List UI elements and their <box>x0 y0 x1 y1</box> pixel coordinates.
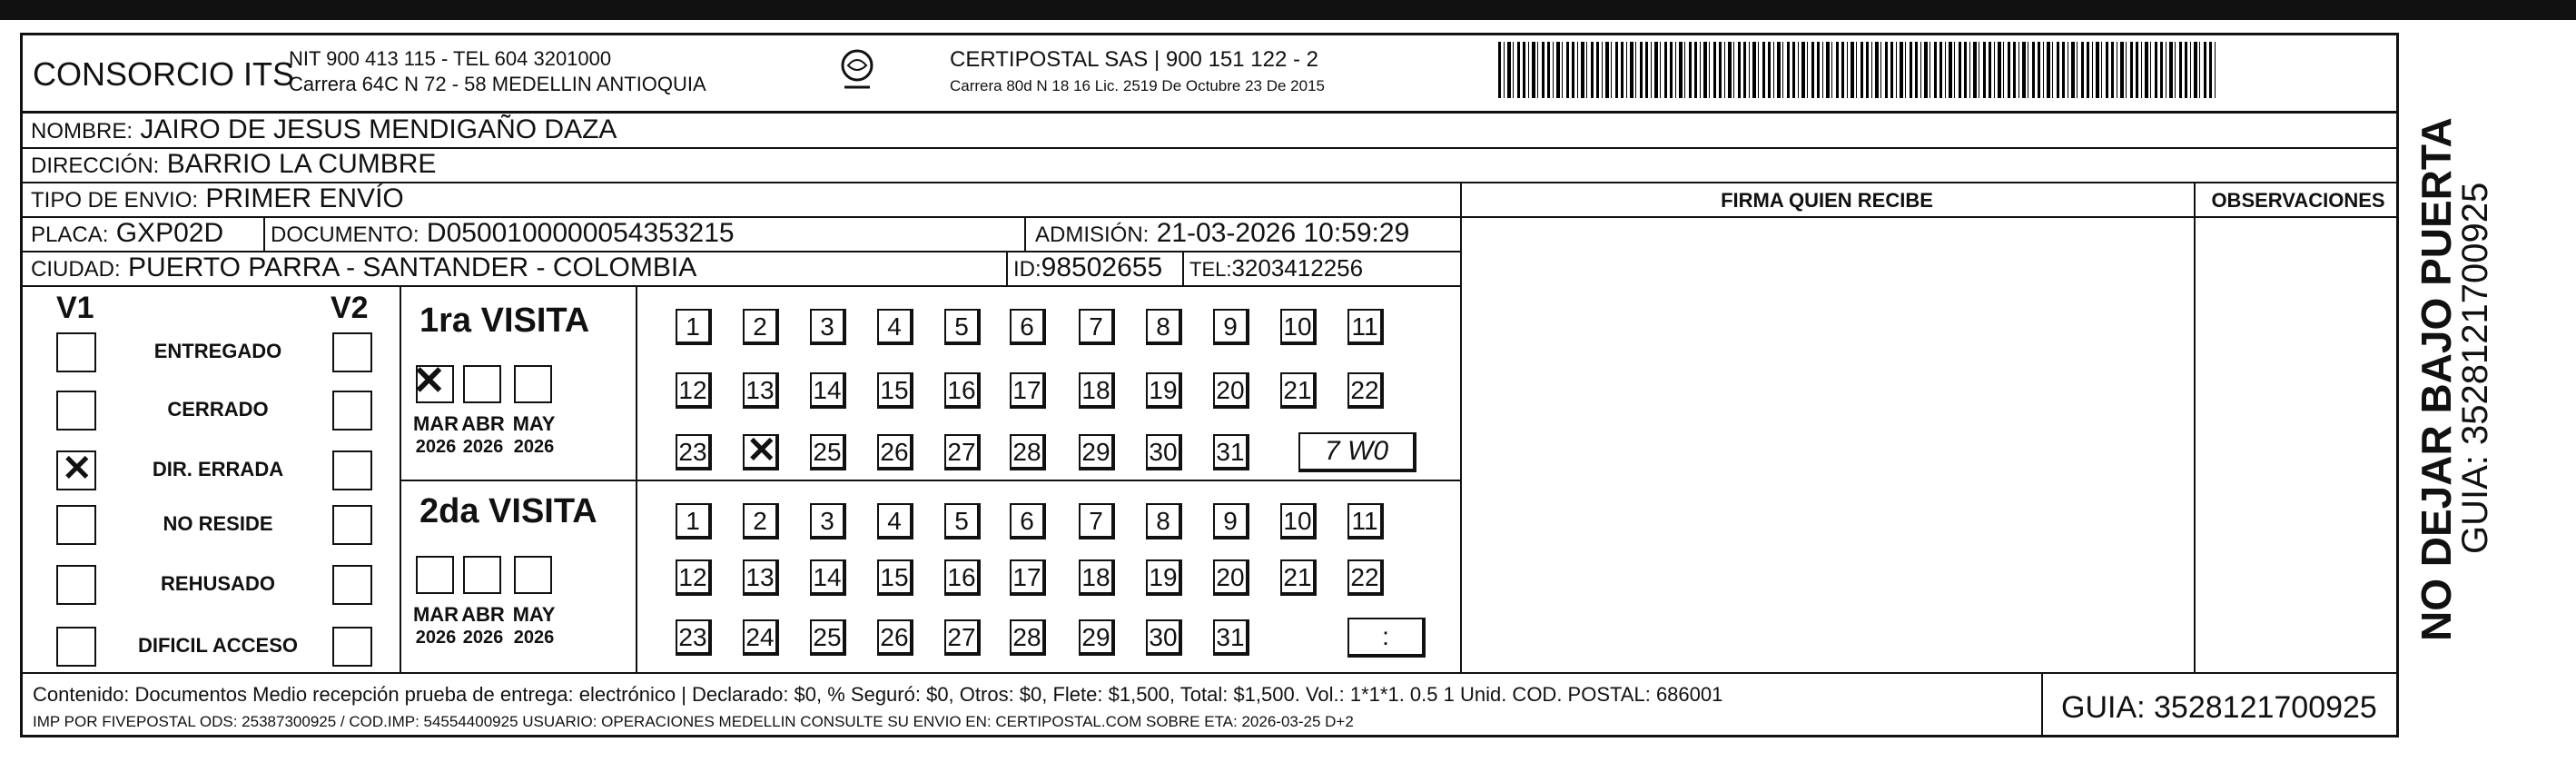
status-label: CERRADO <box>167 398 269 421</box>
status-label: DIR. ERRADA <box>152 458 284 480</box>
month-checkbox[interactable] <box>514 556 552 594</box>
tipo-value: PRIMER ENVÍO <box>205 183 404 213</box>
day-box[interactable]: 9 <box>1213 309 1249 345</box>
footer-line2: IMP POR FIVEPOSTAL ODS: 25387300925 / COD.IMP: 54554400925 USUARIO: OPERACIONES MEDELLIN CONSULTE SU ENVIO EN: CERTIPOSTAL.COM SOBRE ETA: 2026-03-25 D+2 <box>33 713 1354 730</box>
top-border <box>0 0 2576 20</box>
day-box[interactable]: 29 <box>1079 619 1115 656</box>
month-checkbox[interactable] <box>416 556 454 594</box>
month-label: ABR <box>461 412 505 435</box>
month-label: MAY <box>512 603 556 626</box>
day-box[interactable]: 12 <box>676 559 712 596</box>
day-box[interactable]: 25 <box>810 434 846 470</box>
status-v2-checkbox[interactable] <box>332 450 372 490</box>
status-label: REHUSADO <box>161 572 275 595</box>
tel-value: 3203412256 <box>1231 254 1364 282</box>
status-v2-checkbox[interactable] <box>332 391 372 431</box>
month-label: MAR <box>412 412 459 435</box>
day-box[interactable]: 8 <box>1146 309 1182 345</box>
ciudad-value: PUERTO PARRA - SANTANDER - COLOMBIA <box>128 252 697 282</box>
id-value: 98502655 <box>1041 252 1163 282</box>
day-box[interactable]: 27 <box>944 434 981 470</box>
day-box[interactable]: 11 <box>1347 309 1384 345</box>
day-box[interactable]: 30 <box>1146 434 1182 470</box>
direccion-value: BARRIO LA CUMBRE <box>166 149 437 179</box>
day-box[interactable]: 2 <box>743 503 779 539</box>
month-year: 2026 <box>513 628 555 648</box>
first-visit-title: 1ra VISITA <box>419 302 590 340</box>
day-box[interactable]: 28 <box>1010 434 1046 470</box>
time-box[interactable]: : <box>1347 618 1426 658</box>
direccion-label: DIRECCIÓN: <box>31 153 160 178</box>
day-box[interactable]: 25 <box>810 619 846 656</box>
day-mark: ✕ <box>746 431 777 470</box>
day-box[interactable]: 22 <box>1347 372 1384 409</box>
company-nit: NIT 900 413 115 - TEL 604 3201000 <box>289 47 612 70</box>
day-box[interactable]: 30 <box>1146 619 1182 656</box>
day-box[interactable]: 21 <box>1280 372 1317 409</box>
day-box[interactable]: 31 <box>1213 434 1249 470</box>
day-box[interactable]: 18 <box>1079 559 1115 596</box>
status-v2-checkbox[interactable] <box>332 505 372 545</box>
month-year: 2026 <box>415 437 457 457</box>
day-box[interactable]: 1 <box>676 503 712 539</box>
day-box[interactable]: 13 <box>743 372 779 409</box>
day-box[interactable]: 17 <box>1010 372 1046 409</box>
status-v1-checkbox[interactable] <box>56 565 96 605</box>
footer-guia: GUIA: 3528121700925 <box>2061 690 2377 725</box>
day-box[interactable]: 27 <box>944 619 981 656</box>
placa-label: PLACA: <box>31 223 109 247</box>
month-checkbox[interactable] <box>463 365 501 403</box>
day-box[interactable]: 6 <box>1010 503 1046 539</box>
day-box[interactable]: 7 <box>1079 503 1115 539</box>
day-box[interactable]: 12 <box>676 372 712 409</box>
day-box[interactable]: 19 <box>1146 372 1182 409</box>
v2-label: V2 <box>331 291 369 325</box>
check-mark: ✕ <box>62 449 93 489</box>
id-label: ID: <box>1013 257 1041 282</box>
certi-name: CERTIPOSTAL SAS | 900 151 122 - 2 <box>950 47 1318 72</box>
nombre-label: NOMBRE: <box>31 119 133 144</box>
status-v1-checkbox[interactable] <box>56 332 96 372</box>
status-v1-checkbox[interactable] <box>56 627 96 667</box>
tel-label: TEL: <box>1189 258 1232 281</box>
month-label: MAR <box>412 603 459 626</box>
ciudad-label: CIUDAD: <box>31 257 121 282</box>
day-box[interactable]: 29 <box>1079 434 1115 470</box>
day-box[interactable]: 5 <box>944 309 981 345</box>
status-v2-checkbox[interactable] <box>332 332 372 372</box>
status-label: DIFICIL ACCESO <box>137 634 298 657</box>
status-v1-checkbox[interactable] <box>56 391 96 431</box>
day-box[interactable]: 10 <box>1280 309 1317 345</box>
day-box[interactable]: 7 <box>1079 309 1115 345</box>
month-year: 2026 <box>415 628 457 648</box>
status-v2-checkbox[interactable] <box>332 627 372 667</box>
second-visit-title: 2da VISITA <box>419 492 597 530</box>
day-box[interactable]: 14 <box>810 559 846 596</box>
day-box[interactable]: 16 <box>944 559 981 596</box>
day-box[interactable]: 21 <box>1280 559 1317 596</box>
month-checkbox[interactable] <box>463 556 501 594</box>
day-box[interactable]: 20 <box>1213 559 1249 596</box>
day-box[interactable]: 11 <box>1347 503 1384 539</box>
company-name: CONSORCIO ITS <box>33 55 295 93</box>
day-box[interactable]: 6 <box>1010 309 1046 345</box>
day-box[interactable]: 8 <box>1146 503 1182 539</box>
status-label: NO RESIDE <box>163 512 273 535</box>
status-v1-checkbox[interactable] <box>56 505 96 545</box>
month-year: 2026 <box>462 437 504 457</box>
day-box[interactable]: 4 <box>877 503 913 539</box>
day-box[interactable]: 26 <box>877 434 913 470</box>
day-box[interactable]: 17 <box>1010 559 1046 596</box>
day-box[interactable]: 2 <box>743 309 779 345</box>
side-warning: NO DEJAR BAJO PUERTA <box>2413 117 2460 641</box>
nombre-value: JAIRO DE JESUS MENDIGAÑO DAZA <box>140 114 617 144</box>
month-label: ABR <box>461 603 505 626</box>
status-v2-checkbox[interactable] <box>332 565 372 605</box>
day-box[interactable]: 24 <box>743 619 779 656</box>
day-box[interactable]: 26 <box>877 619 913 656</box>
month-mark: ✕ <box>412 359 446 403</box>
day-box[interactable]: 15 <box>877 372 913 409</box>
day-box[interactable]: 16 <box>944 372 981 409</box>
documento-value: D0500100000054353215 <box>426 218 735 248</box>
day-box[interactable]: 23 <box>676 619 712 656</box>
month-checkbox[interactable] <box>514 365 552 403</box>
day-box[interactable]: 18 <box>1079 372 1115 409</box>
placa-value: GXP02D <box>115 218 224 248</box>
side-guia: GUIA: 3528121700925 <box>2455 182 2495 554</box>
tipo-label: TIPO DE ENVIO: <box>31 188 199 213</box>
day-box[interactable]: 3 <box>810 309 846 345</box>
day-box[interactable]: 31 <box>1213 619 1249 656</box>
month-year: 2026 <box>462 628 504 648</box>
footer-line1: Contenido: Documentos Medio recepción prueba de entrega: electrónico | Declarado: $0, % Seguró: $0, Otros: $0, Flete: $1,500, Total: $1,500. Vol.: 1*1*1. 0.5 1 Unid. COD. POSTAL: 686001 <box>33 683 1723 706</box>
v1-label: V1 <box>56 291 94 325</box>
day-box[interactable]: 23 <box>676 434 712 470</box>
month-year: 2026 <box>513 437 555 457</box>
company-address: Carrera 64C N 72 - 58 MEDELLIN ANTIOQUIA <box>289 73 706 95</box>
day-box[interactable]: 3 <box>810 503 846 539</box>
admision-value: 21-03-2026 10:59:29 <box>1156 218 1410 248</box>
admision-label: ADMISIÓN: <box>1035 223 1150 247</box>
day-box[interactable]: 22 <box>1347 559 1384 596</box>
day-box[interactable]: 15 <box>877 559 913 596</box>
day-box[interactable]: 1 <box>676 309 712 345</box>
day-box[interactable]: 10 <box>1280 503 1317 539</box>
day-box[interactable]: 14 <box>810 372 846 409</box>
day-box[interactable]: 4 <box>877 309 913 345</box>
day-box[interactable]: 9 <box>1213 503 1249 539</box>
certi-address: Carrera 80d N 18 16 Lic. 2519 De Octubre 23 De 2015 <box>950 77 1325 94</box>
time-box[interactable]: 7 W0 <box>1298 432 1416 472</box>
day-box[interactable]: 5 <box>944 503 981 539</box>
status-label: ENTREGADO <box>153 340 282 362</box>
day-box[interactable]: 20 <box>1213 372 1249 409</box>
day-box[interactable]: 19 <box>1146 559 1182 596</box>
firma-header: FIRMA QUIEN RECIBE <box>1721 189 1933 212</box>
month-label: MAY <box>512 412 556 435</box>
day-box[interactable]: 13 <box>743 559 779 596</box>
day-box[interactable]: 28 <box>1010 619 1046 656</box>
observaciones-header: OBSERVACIONES <box>2211 189 2385 212</box>
documento-label: DOCUMENTO: <box>271 223 419 247</box>
